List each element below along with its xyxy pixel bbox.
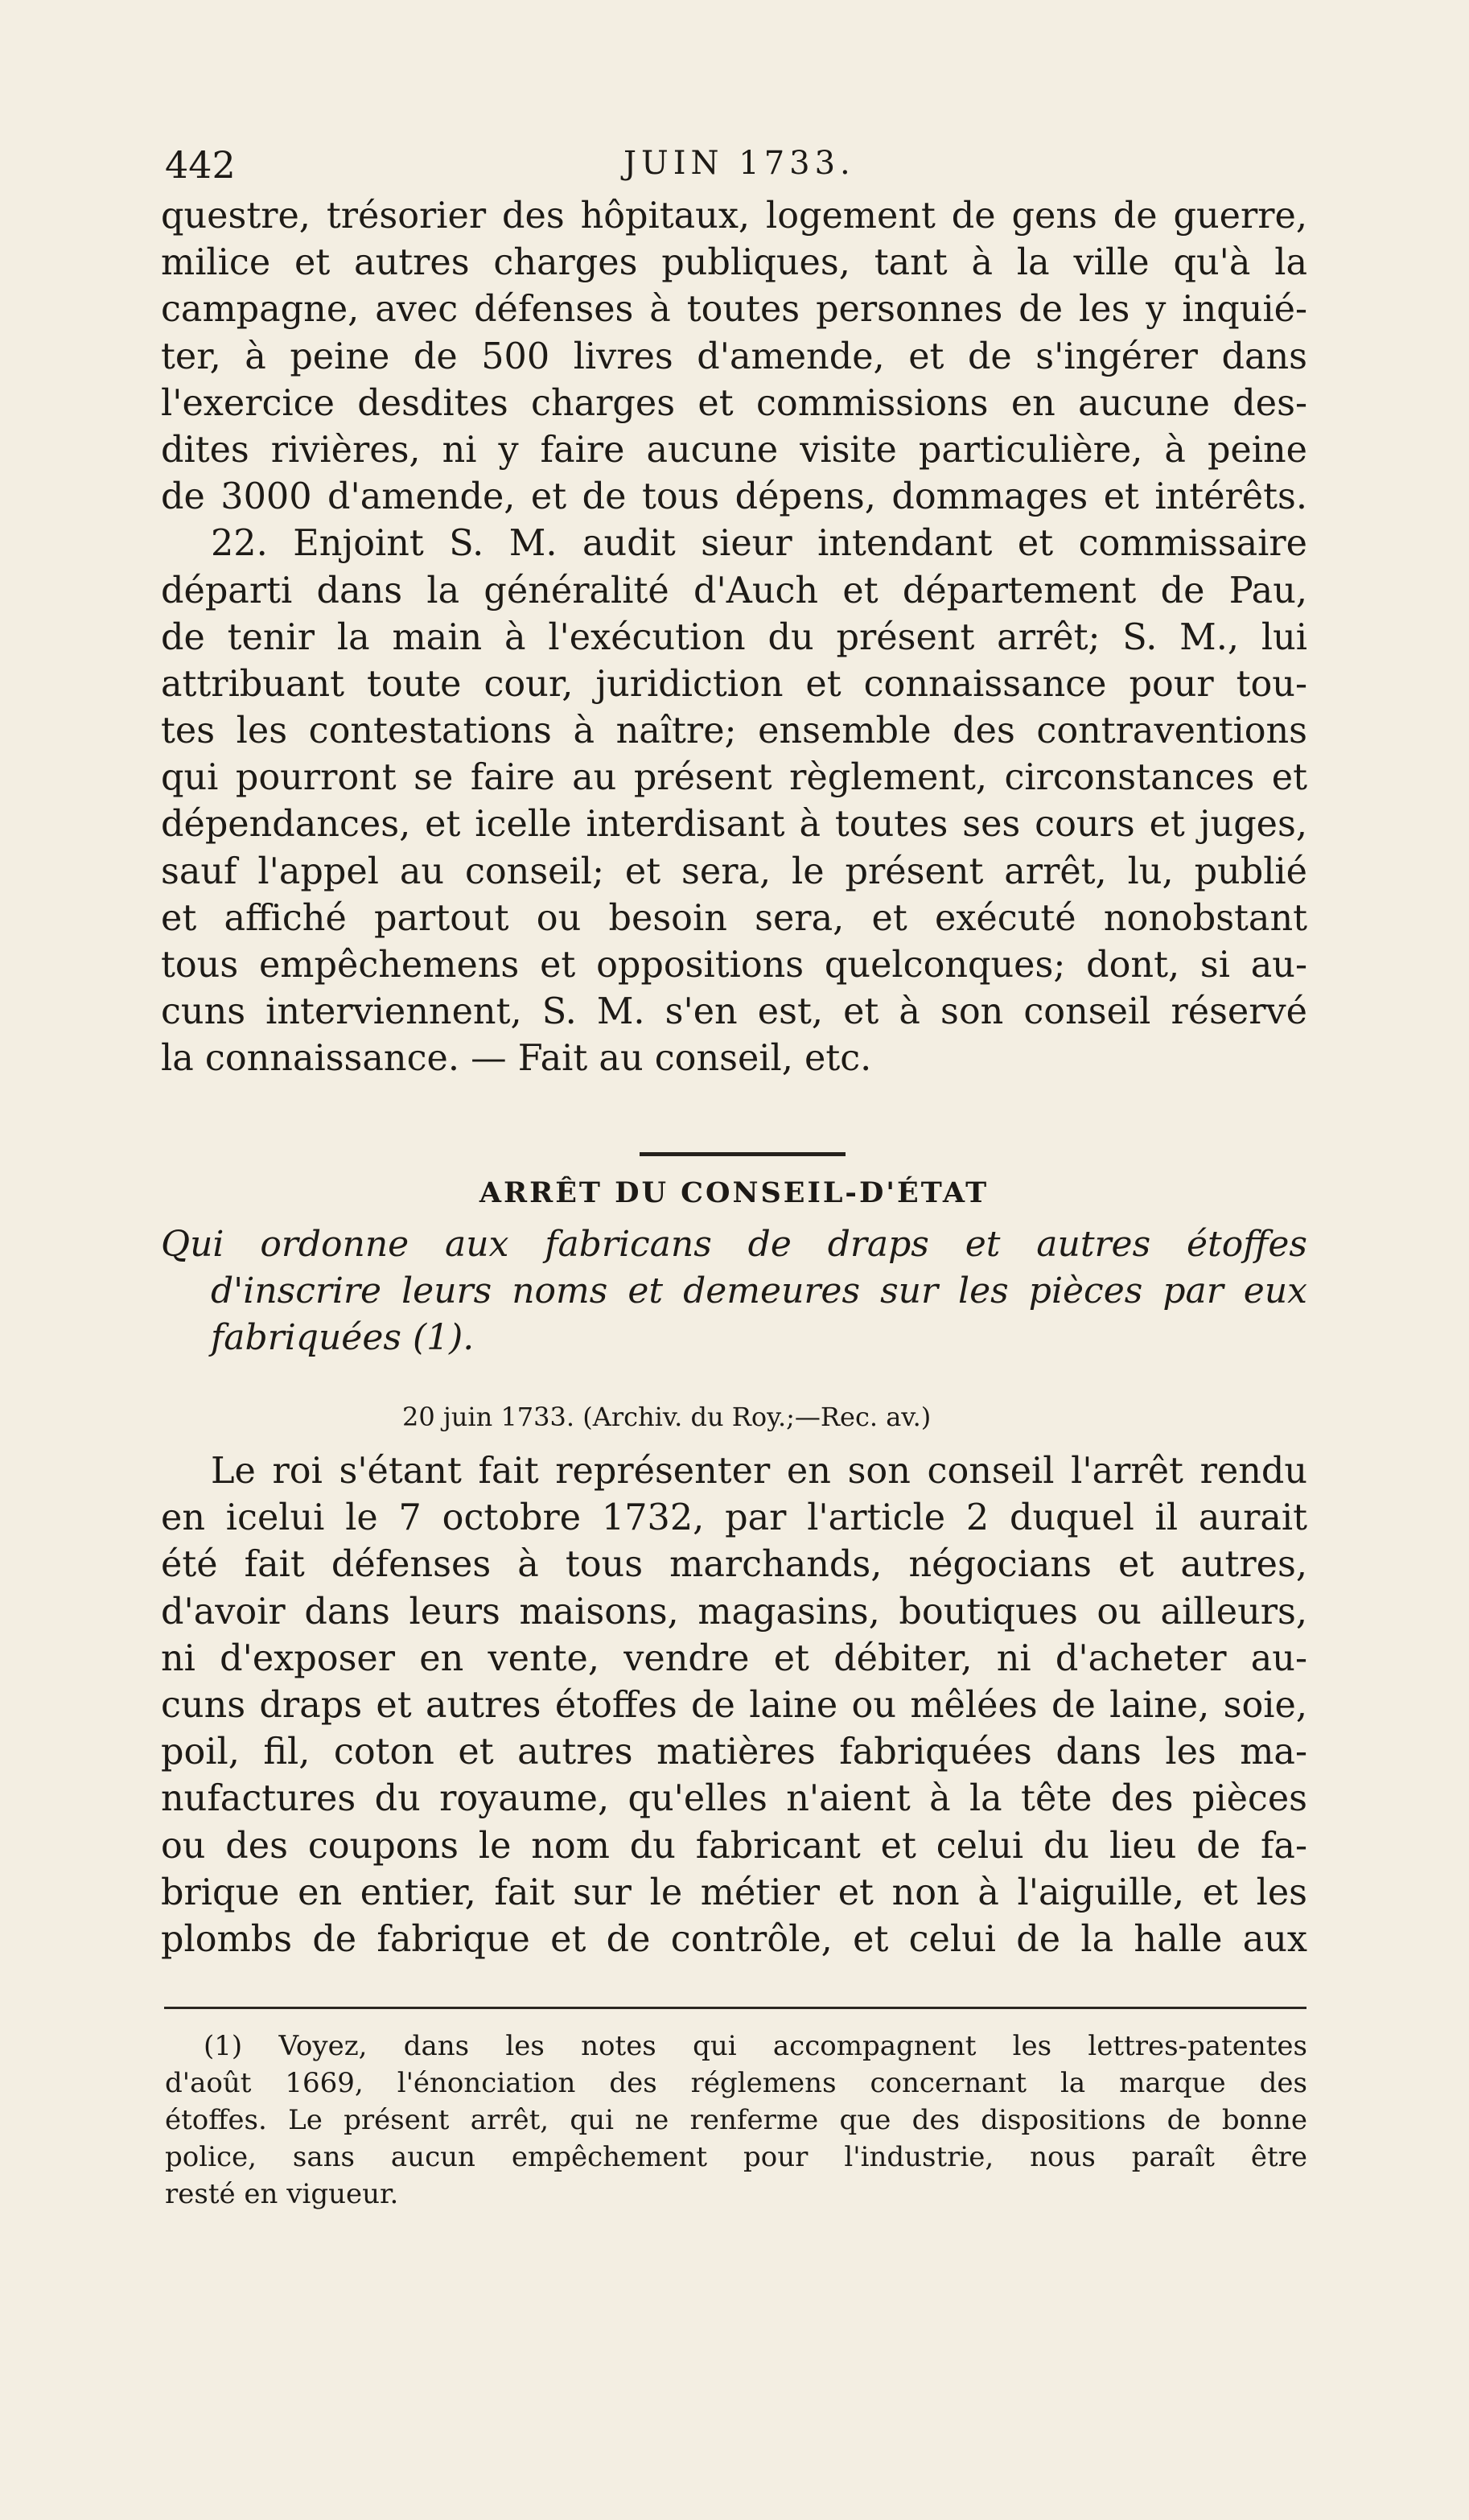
text-line: départi dans la généralité d'Auch et département de Pau, — [161, 570, 1307, 611]
footnote-line: (1) Voyez, dans les notes qui accompagnent les lettres-patentes — [204, 2030, 1307, 2062]
text-line: milice et autres charges publiques, tant à la ville qu'à la — [161, 242, 1307, 284]
text-line: nufactures du royaume, qu'elles n'aient à la tête des pièces — [161, 1778, 1307, 1820]
article-22-first-line: 22. Enjoint S. M. audit sieur intendant et commissaire — [211, 523, 1307, 565]
running-title: JUIN 1733. — [623, 145, 855, 182]
text-line: été fait défenses à tous marchands, négocians et autres, — [161, 1544, 1307, 1586]
text-line: ou des coupons le nom du fabricant et celui du lieu de fa- — [161, 1825, 1307, 1867]
subtitle-line: Qui ordonne aux fabricans de draps et autres étoffes — [161, 1224, 1307, 1265]
text-line: poil, fil, coton et autres matières fabriquées dans les ma- — [161, 1731, 1307, 1773]
text-line: qui pourront se faire au présent règlement, circonstances et — [161, 757, 1307, 799]
text-line: l'exercice desdites charges et commissions en aucune des- — [161, 382, 1307, 424]
footnote-line: étoffes. Le présent arrêt, qui ne renferme que des dispositions de bonne — [165, 2104, 1307, 2136]
page-header — [165, 143, 1307, 191]
footnote-line: d'août 1669, l'énonciation des réglemens concernant la marque des — [165, 2067, 1307, 2099]
arret-title: ARRÊT DU CONSEIL-D'ÉTAT — [479, 1176, 990, 1209]
text-line: ni d'exposer en vente, vendre et débiter, ni d'acheter au- — [161, 1637, 1307, 1679]
text-line: ter, à peine de 500 livres d'amende, et de s'ingérer dans — [161, 336, 1307, 377]
paragraph-first-line: Le roi s'étant fait représenter en son conseil l'arrêt rendu — [211, 1451, 1307, 1492]
section-divider — [640, 1152, 846, 1156]
text-line: cuns draps et autres étoffes de laine ou mêlées de laine, soie, — [161, 1684, 1307, 1726]
text-line: d'avoir dans leurs maisons, magasins, boutiques ou ailleurs, — [161, 1591, 1307, 1633]
text-line: tes les contestations à naître; ensemble des contraventions — [161, 710, 1307, 752]
text-line: questre, trésorier des hôpitaux, logement de gens de guerre, — [161, 196, 1307, 237]
text-line: dépendances, et icelle interdisant à toutes ses cours et juges, — [161, 804, 1307, 846]
footnote-line: police, sans aucun empêchement pour l'industrie, nous paraît être — [165, 2141, 1307, 2173]
footnote-rule — [164, 2007, 1306, 2009]
body-text-part-1 — [161, 193, 1307, 1083]
arret-subtitle — [161, 1221, 1307, 1361]
text-line: campagne, avec défenses à toutes personnes de les y inquié- — [161, 289, 1307, 331]
text-line: tous empêchemens et oppositions quelconques; dont, si au- — [161, 945, 1307, 986]
body-text-part-2 — [161, 1448, 1307, 1963]
text-line: en icelui le 7 octobre 1732, par l'article 2 duquel il aurait — [161, 1497, 1307, 1539]
subtitle-line: fabriquées (1). — [211, 1317, 475, 1358]
footnote — [165, 2028, 1307, 2213]
subtitle-line: d'inscrire leurs noms et demeures sur les pièces par eux — [211, 1270, 1307, 1311]
text-line: plombs de fabrique et de contrôle, et celui de la halle aux — [161, 1918, 1307, 1960]
text-line: attribuant toute cour, juridiction et connaissance pour tou- — [161, 663, 1307, 705]
text-line: cuns interviennent, S. M. s'en est, et à son conseil réservé — [161, 991, 1307, 1033]
text-line: et affiché partout ou besoin sera, et exécuté nonobstant — [161, 897, 1307, 939]
text-line: de tenir la main à l'exécution du présent arrêt; S. M., lui — [161, 616, 1307, 658]
text-line: sauf l'appel au conseil; et sera, le présent arrêt, lu, publié — [161, 850, 1307, 892]
text-line: la connaissance. — Fait au conseil, etc. — [161, 1038, 872, 1080]
text-line: de 3000 d'amende, et de tous dépens, dommages et intérêts. — [161, 476, 1307, 518]
text-line: dites rivières, ni y faire aucune visite particulière, à peine — [161, 429, 1307, 471]
page-number: 442 — [165, 143, 236, 187]
arret-date: 20 juin 1733. (Archiv. du Roy.;—Rec. av.) — [402, 1402, 932, 1432]
footnote-line: resté en vigueur. — [165, 2178, 399, 2210]
text-line: brique en entier, fait sur le métier et non à l'aiguille, et les — [161, 1871, 1307, 1913]
